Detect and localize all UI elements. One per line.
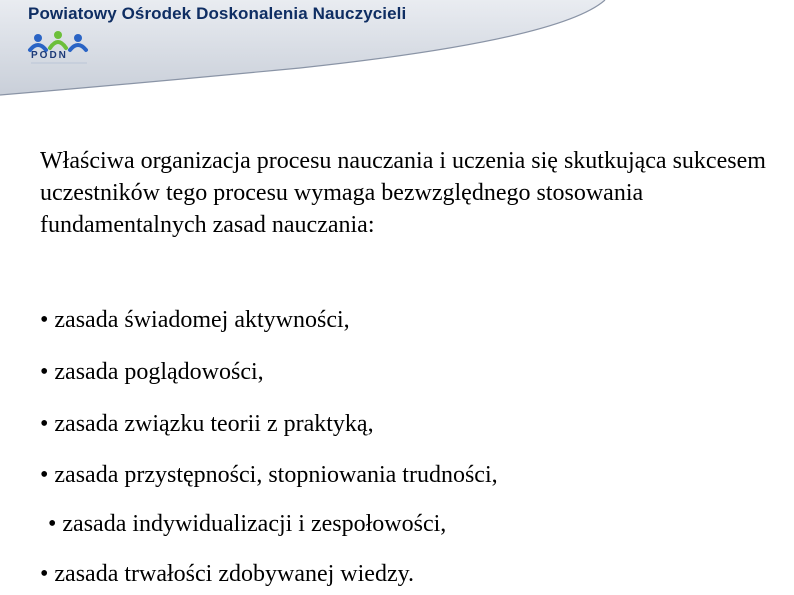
list-item xyxy=(40,305,350,335)
list-item xyxy=(40,409,374,439)
bullet-symbol: • xyxy=(40,307,49,333)
list-item-text: zasada trwałości zdobywanej wiedzy. xyxy=(54,561,415,587)
list-item-text: zasada związku teorii z praktyką, xyxy=(54,411,374,437)
bullet-symbol: • xyxy=(40,462,49,488)
logo-underline xyxy=(31,62,87,64)
header-title: Powiatowy Ośrodek Doskonalenia Nauczycieli xyxy=(28,4,407,23)
list-item-text: zasada świadomej aktywności, xyxy=(54,307,350,333)
bullet-symbol: • xyxy=(40,561,49,587)
bullet-symbol: • xyxy=(48,511,57,537)
header xyxy=(0,0,794,100)
list-item xyxy=(40,559,414,589)
slide-content xyxy=(40,145,770,587)
list-item-text: zasada przystępności, stopniowania trudności, xyxy=(54,462,498,488)
intro-paragraph: Właściwa organizacja procesu nauczania i uczenia się skutkująca sukcesem uczestników tego procesu wymaga bezwzględnego stosowania fundamentalnych zasad nauczania: xyxy=(40,148,766,238)
bullet-symbol: • xyxy=(40,411,49,437)
list-item xyxy=(40,357,264,387)
list-item-text: zasada poglądowości, xyxy=(54,359,264,385)
logo-text: PODN xyxy=(31,50,68,61)
bullet-symbol: • xyxy=(40,359,49,385)
list-item xyxy=(40,460,498,490)
list-item-text: zasada indywidualizacji i zespołowości, xyxy=(62,511,447,537)
list-item xyxy=(48,509,446,539)
